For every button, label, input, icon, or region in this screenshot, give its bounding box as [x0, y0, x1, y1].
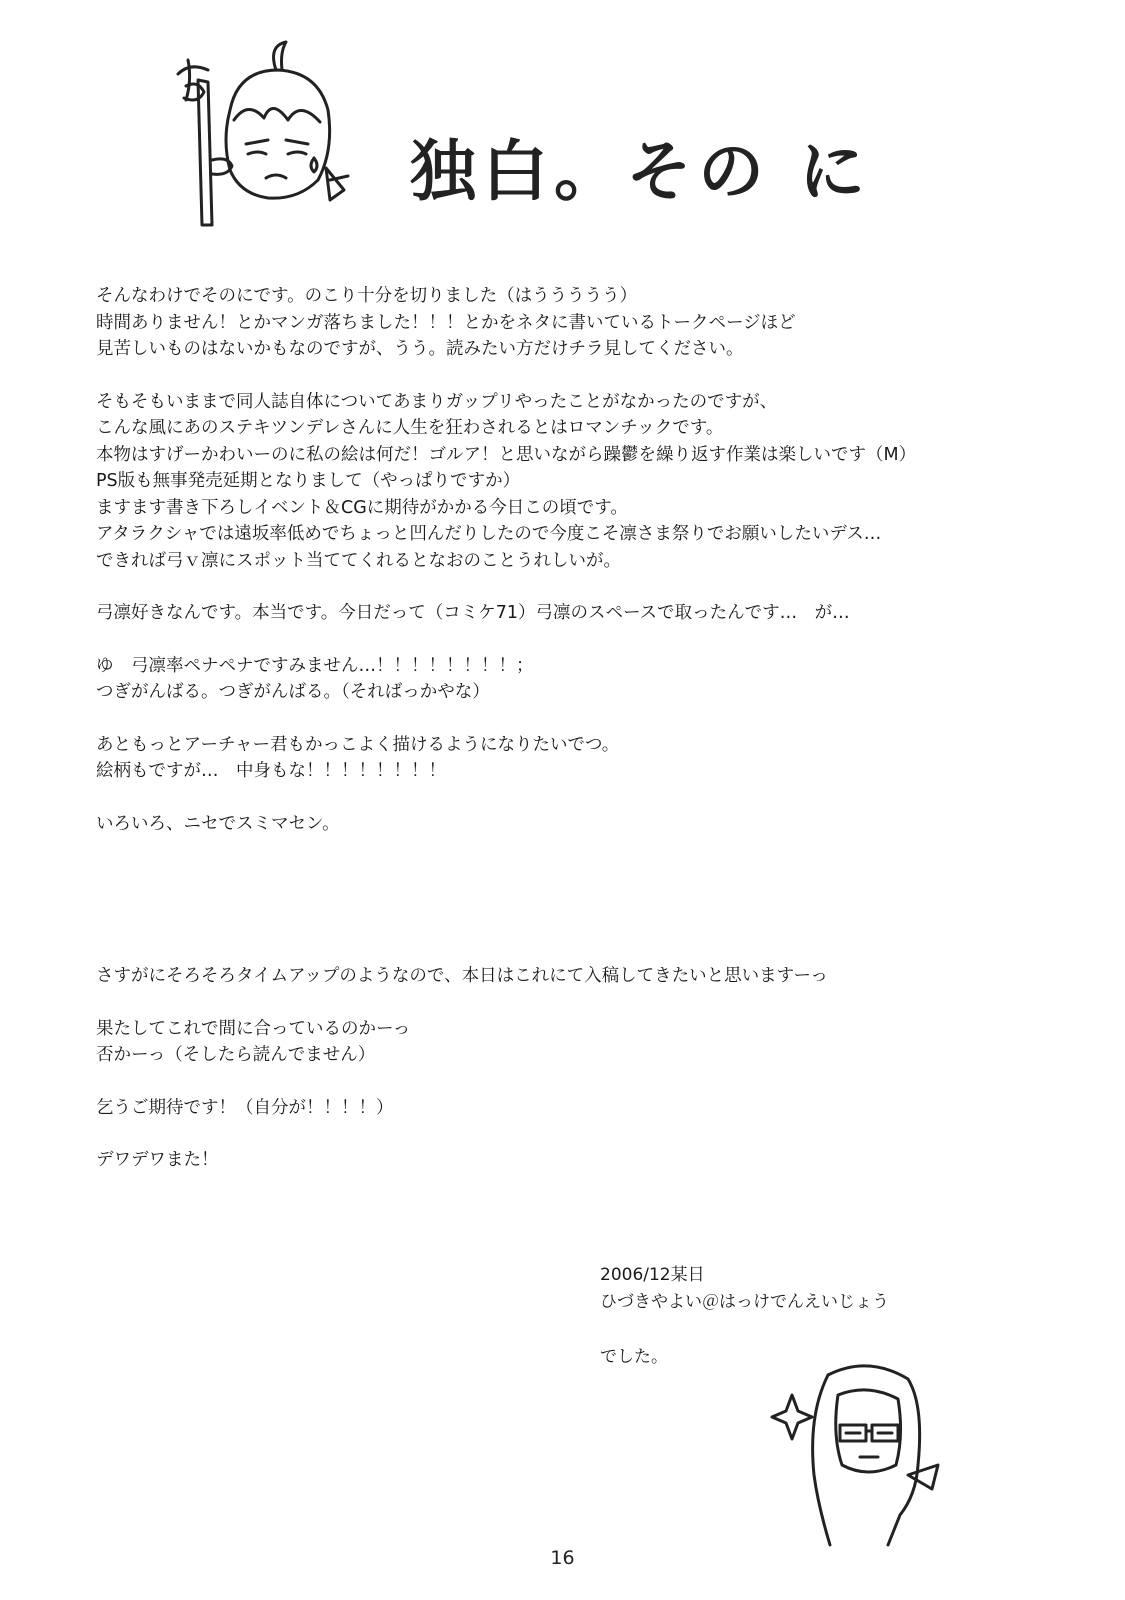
text-line: ますます書き下ろしイベント＆CGに期待がかかる今日この頃です。 [96, 497, 628, 518]
paragraph [96, 811, 1076, 838]
text-line: あともっとアーチャー君もかっこよく描けるようになりたいでつ。 [96, 734, 620, 755]
paragraph [96, 732, 1076, 785]
signature-closing: でした。 [600, 1347, 668, 1367]
paragraph [96, 963, 1076, 990]
text-line: ゆ 弓凛率ペナペナですみません…！！！！！！！！； [96, 655, 534, 676]
text-line: こんな風にあのステキツンデレさんに人生を狂わされるとはロマンチックです。 [96, 418, 724, 438]
text-line: PS版も無事発売延期となりまして（やっぱりですか） [96, 471, 521, 491]
text-line: 乞うご期待です！（自分が！！！！） [96, 1097, 394, 1118]
paragraph [96, 389, 1076, 575]
text-line: つぎがんばる。つぎがんばる。（そればっかやな） [96, 682, 490, 702]
text-line: 否かーっ（そしたら読んでません） [96, 1045, 376, 1065]
glasses-character-illustration [768, 1355, 948, 1555]
text-line: 弓凛好きなんです。本当です。今日だって（コミケ71）弓凛のスペースで取ったんです… が… [96, 603, 850, 623]
paragraph [96, 653, 1076, 706]
text-line: アタラクシャでは遠坂率低めでちょっと凹んだりしたので今度こそ凛さま祭りでお願いしたいデス… [96, 524, 882, 544]
paragraph [96, 600, 1076, 627]
page-number: 16 [550, 1547, 575, 1569]
text-line: さすがにそろそろタイムアップのようなので、本日はこれにて入稿してきたいと思いますーっ [96, 966, 828, 986]
text-line: デワデワまた！ [96, 1150, 219, 1170]
text-line: 見苦しいものはないかもなのですが、うう。読みたい方だけチラ見してください。 [96, 339, 744, 359]
paragraph [96, 283, 1076, 363]
text-line: 時間ありません！とかマンガ落ちました！！！とかをネタに書いているトークページほど [96, 312, 796, 333]
text-line: 本物はすげーかわいーのに私の絵は何だ！ゴルア！と思いながら躁鬱を繰り返す作業は楽しいです（M） [96, 444, 917, 465]
signature-author: ひづきやよい＠はっけでんえいじょう [600, 1292, 889, 1312]
monologue-text [96, 283, 1076, 1200]
text-line: 果たしてこれで間に合っているのかーっ [96, 1018, 411, 1039]
text-line: いろいろ、ニセでスミマセン。 [96, 813, 340, 834]
text-line: 絵柄もですが… 中身もな！！！！！！！！ [96, 761, 446, 781]
text-line: できれば弓ｖ凛にスポット当ててくれるとなおのことうれしいが。 [96, 550, 621, 571]
page-title: 独白。その に [410, 133, 871, 210]
paragraph [96, 1147, 1076, 1174]
paragraph [96, 1095, 1076, 1122]
text-line: そんなわけでそのにです。のこり十分を切りました（はううううう） [96, 286, 638, 306]
signature-date: 2006/12某日 [600, 1265, 705, 1285]
paragraph [96, 1016, 1076, 1069]
text-line: そもそもいままで同人誌自体についてあまりガップリやったことがなかったのですが、 [96, 391, 778, 412]
chibi-character-sign-illustration [168, 40, 378, 240]
